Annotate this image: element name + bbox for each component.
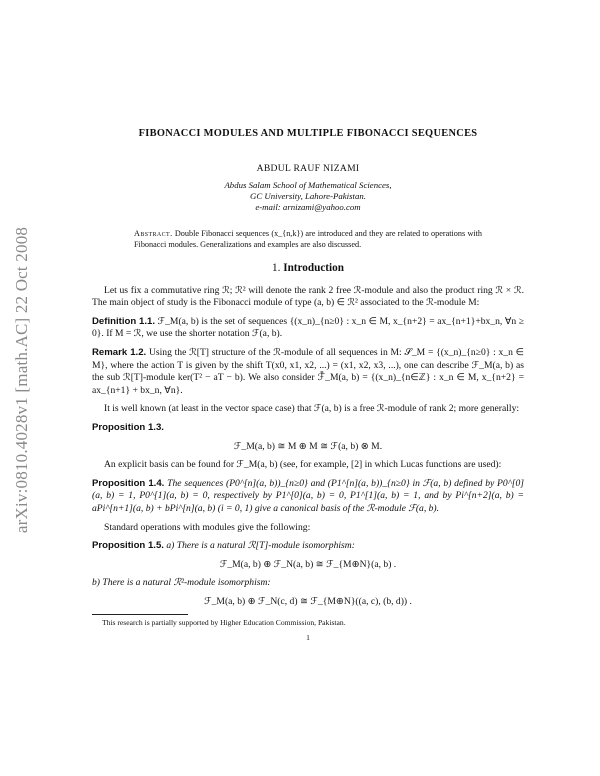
arxiv-identifier: arXiv:0810.4028v1 [math.AC] 22 Oct 2008: [12, 226, 31, 534]
footnote: This research is partially supported by Higher Education Commission, Pakistan.: [102, 618, 346, 628]
remark-1-2: [92, 347, 524, 397]
abstract: [134, 229, 482, 250]
section-title: Introduction: [283, 262, 344, 274]
section-number: 1.: [272, 262, 281, 274]
paper-title: FIBONACCI MODULES AND MULTIPLE FIBONACCI SEQUENCES: [138, 128, 478, 139]
proposition-1-5-formula-b: ℱ_M(a, b) ⊕ ℱ_N(c, d) ≅ ℱ_{M⊕N}((a, c), (b, d)) .: [204, 595, 412, 607]
proposition-1-3: [92, 422, 524, 435]
remark-1-2-text: Using the ℛ[T] structure of the ℛ-module of all sequences in M: 𝒮_M = {(x_n)_{n≥0} : x_n ∈ M}, where the action T is given by the shift T(x0, x1, x2, ...) = (x1, x2, x3, ...), one can describe ℱ_M(a, b) as the sub ℛ[T]-module ker(T² − aT − b). We also consider ℱ̄_M(a, b) = {(x_n)_{n∈ℤ} : x_n ∈ M, x_{n+2} = ax_{n+1} + bx_n, ∀n}.: [92, 346, 524, 396]
proposition-1-4: [92, 478, 524, 516]
rank-paragraph: It is well known (at least in the vector space case) that ℱ(a, b) is a free ℛ-module of rank 2; more generally:: [104, 403, 520, 415]
abstract-text: Double Fibonacci sequences (x_{n,k}) are introduced and they are related to operations with Fibonacci modules. Generalizations and examples are also discussed.: [134, 229, 483, 249]
affiliation-line-2: GC University, Lahore-Pakistan.: [250, 191, 366, 202]
proposition-1-5-head: Proposition 1.5.: [92, 540, 164, 552]
proposition-1-5: [92, 540, 524, 553]
proposition-1-5-part-b: b) There is a natural ℛ²-module isomorphism:: [92, 577, 271, 589]
affiliation-block: [92, 180, 524, 213]
basis-paragraph: An explicit basis can be found for ℱ_M(a, b) (see, for example, [2] in which Lucas functions are used):: [104, 459, 502, 471]
proposition-1-3-formula: ℱ_M(a, b) ≅ M ⊕ M ≅ ℱ(a, b) ⊗ M.: [233, 440, 383, 452]
remark-1-2-head: Remark 1.2.: [92, 346, 147, 358]
proposition-1-4-text: The sequences (P0^[n](a, b))_{n≥0} and (P1^[n](a, b))_{n≥0} in ℱ(a, b) defined by P0^[0](a, b) = 1, P0^[1](a, b) = 0, respectively by P1^[0](a, b) = 0, P1^[1](a, b) = 1, and by Pi^[n+2](a, b) = aPi^[n+1](a, b) + bPi^[n](a, b) (i = 0, 1) give a canonical basis of the ℛ-module ℱ(a, b).: [92, 477, 525, 514]
arxiv-side-stamp: [4, 180, 40, 580]
proposition-1-3-head: Proposition 1.3.: [92, 421, 164, 433]
definition-1-1-text: ℱ_M(a, b) is the set of sequences {(x_n)_{n≥0} : x_n ∈ M, x_{n+2} = ax_{n+1}+bx_n, ∀n ≥ 0}. If M = ℛ, we use the shorter notation ℱ(a, b).: [92, 315, 525, 340]
paper-author: ABDUL RAUF NIZAMI: [256, 162, 360, 174]
definition-1-1-head: Definition 1.1.: [92, 315, 156, 327]
proposition-1-5-formula-a: ℱ_M(a, b) ⊕ ℱ_N(a, b) ≅ ℱ_{M⊕N}(a, b) .: [219, 558, 397, 570]
author-email: e-mail: arnizami@yahoo.com: [255, 202, 361, 213]
footnote-rule: [92, 614, 188, 615]
section-heading: [92, 262, 524, 275]
intro-paragraph: Let us fix a commutative ring ℛ; ℛ² will denote the rank 2 free ℛ-module and also the product ring ℛ × ℛ. The main object of study is the Fibonacci module of type (a, b) ∈ ℛ² associated to the ℛ-module M:: [92, 284, 524, 309]
affiliation-line-1: Abdus Salam School of Mathematical Sciences,: [224, 180, 392, 191]
proposition-1-5-part-a: a) There is a natural ℛ[T]-module isomorphism:: [166, 540, 355, 552]
operations-paragraph: Standard operations with modules give the following:: [104, 521, 311, 533]
proposition-1-4-head: Proposition 1.4.: [92, 477, 165, 489]
page-number: 1: [306, 633, 310, 643]
definition-1-1: [92, 316, 524, 341]
paper-page: [92, 128, 524, 645]
abstract-label: Abstract.: [134, 229, 173, 239]
